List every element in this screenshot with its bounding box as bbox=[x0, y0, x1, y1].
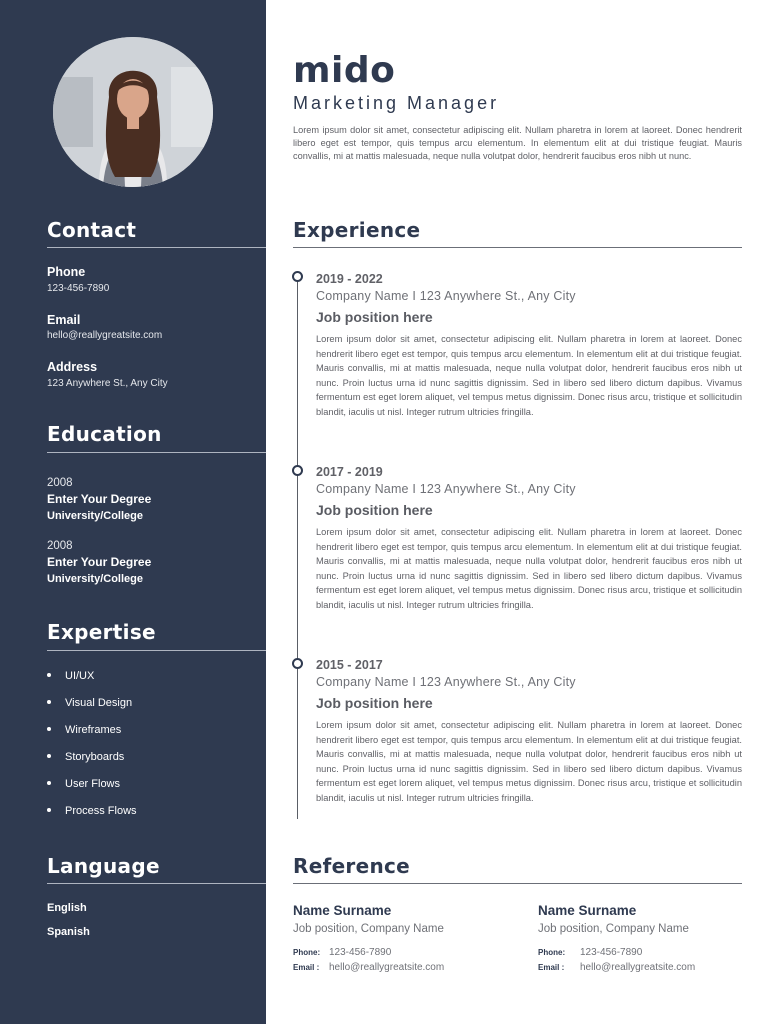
timeline-dot-icon bbox=[292, 465, 303, 476]
experience-heading: Experience bbox=[293, 218, 421, 242]
sidebar bbox=[0, 0, 266, 1024]
reference-divider bbox=[293, 883, 742, 884]
reference-phone-label: Phone: bbox=[293, 948, 321, 957]
language-item: Spanish bbox=[47, 926, 90, 938]
expertise-item bbox=[47, 724, 121, 736]
job-title: Marketing Manager bbox=[293, 93, 500, 113]
experience-company: Company Name I 123 Anywhere St., Any City bbox=[316, 482, 576, 496]
expertise-item bbox=[47, 778, 120, 790]
reference-email-label: Email : bbox=[538, 963, 565, 972]
timeline-dot-icon bbox=[292, 271, 303, 282]
email-label: Email bbox=[47, 313, 81, 327]
language-heading: Language bbox=[47, 854, 160, 878]
bullet-icon bbox=[47, 673, 51, 677]
expertise-item bbox=[47, 670, 94, 682]
expertise-item bbox=[47, 697, 132, 709]
experience-description: Lorem ipsum dolor sit amet, consectetur adipiscing elit. Nullam pharetra in lorem at laoreet. Donec hendrerit libero eget est tempor, quis tempus arcu elementum. In elementum elit at dui tristique feugiat. Mauris convallis, mi at mattis malesuada, neque nulla volutpat dolor, hendrerit faucibus eros nibh ut nunc. Proin luctus urna id nunc sagittis dignissim. Sed in libero sed libero dictum dapibus. Vivamus fermentum est eget lorem aliquet, vel tempus metus dignissim. Donec risus arcu, tristique et sollicitudin blandit, iaculis ut nisl. Integer rutrum ultricies fringilla. bbox=[316, 720, 742, 803]
experience-description: Lorem ipsum dolor sit amet, consectetur adipiscing elit. Nullam pharetra in lorem at laoreet. Donec hendrerit libero eget est tempor, quis tempus arcu elementum. In elementum elit at dui tristique feugiat. Mauris convallis, mi at mattis malesuada, neque nulla volutpat dolor, hendrerit faucibus eros nibh ut nunc. Proin luctus urna id nunc sagittis dignissim. Sed in libero sed libero dictum dapibus. Vivamus fermentum est eget lorem aliquet, vel tempus metus dignissim. Donec risus arcu, tristique et sollicitudin blandit, iaculis ut nisl. Integer rutrum ultricies fringilla. bbox=[316, 527, 742, 610]
bullet-icon bbox=[47, 781, 51, 785]
email-value: hello@reallygreatsite.com bbox=[47, 330, 163, 341]
reference-email: hello@reallygreatsite.com bbox=[329, 962, 445, 973]
timeline-line bbox=[297, 276, 298, 819]
reference-phone-label: Phone: bbox=[538, 948, 566, 957]
expertise-label: Visual Design bbox=[65, 697, 133, 709]
reference-heading: Reference bbox=[293, 854, 411, 878]
bullet-icon bbox=[47, 727, 51, 731]
reference-position: Job position, Company Name bbox=[538, 923, 689, 935]
education-school: University/College bbox=[47, 510, 143, 522]
education-heading: Education bbox=[47, 422, 162, 446]
contact-heading: Contact bbox=[47, 218, 137, 242]
reference-name: Name Surname bbox=[538, 903, 637, 918]
address-label: Address bbox=[47, 360, 98, 374]
experience-position: Job position here bbox=[316, 695, 433, 711]
reference-email-label: Email : bbox=[293, 963, 320, 972]
experience-company: Company Name I 123 Anywhere St., Any City bbox=[316, 675, 576, 689]
language-divider bbox=[47, 883, 266, 884]
reference-name: Name Surname bbox=[293, 903, 392, 918]
bullet-icon bbox=[47, 754, 51, 758]
contact-divider bbox=[47, 247, 266, 248]
experience-position: Job position here bbox=[316, 502, 433, 518]
bullet-icon bbox=[47, 700, 51, 704]
expertise-label: Process Flows bbox=[65, 805, 137, 817]
experience-description: Lorem ipsum dolor sit amet, consectetur adipiscing elit. Nullam pharetra in lorem at laoreet. Donec hendrerit libero eget est tempor, quis tempus arcu elementum. In elementum elit at dui tristique feugiat. Mauris convallis, mi at mattis malesuada, neque nulla volutpat dolor, hendrerit faucibus eros nibh ut nunc. Proin luctus urna id nunc sagittis dignissim. Sed in libero sed libero dictum dapibus. Vivamus fermentum est eget lorem aliquet, vel tempus metus dignissim. Donec risus arcu, tristique et sollicitudin blandit, iaculis ut nisl. Integer rutrum ultricies fringilla. bbox=[316, 334, 742, 417]
expertise-label: UI/UX bbox=[65, 670, 95, 682]
language-item: English bbox=[47, 902, 87, 914]
expertise-label: Wireframes bbox=[65, 724, 122, 736]
education-divider bbox=[47, 452, 266, 453]
experience-divider bbox=[293, 247, 742, 248]
education-year: 2008 bbox=[47, 477, 73, 489]
profile-photo bbox=[53, 37, 213, 187]
expertise-item bbox=[47, 751, 124, 763]
phone-label: Phone bbox=[47, 265, 86, 279]
bullet-icon bbox=[47, 808, 51, 812]
reference-position: Job position, Company Name bbox=[293, 923, 444, 935]
experience-years: 2017 - 2019 bbox=[316, 465, 383, 479]
experience-years: 2019 - 2022 bbox=[316, 272, 383, 286]
profile-photo-illustration bbox=[53, 37, 213, 187]
expertise-divider bbox=[47, 650, 266, 651]
address-value: 123 Anywhere St., Any City bbox=[47, 378, 168, 389]
timeline-dot-icon bbox=[292, 658, 303, 669]
education-degree: Enter Your Degree bbox=[47, 492, 152, 506]
experience-position: Job position here bbox=[316, 309, 433, 325]
education-degree: Enter Your Degree bbox=[47, 555, 152, 569]
reference-phone: 123-456-7890 bbox=[329, 947, 392, 958]
reference-email: hello@reallygreatsite.com bbox=[580, 962, 696, 973]
experience-company: Company Name I 123 Anywhere St., Any City bbox=[316, 289, 576, 303]
education-year: 2008 bbox=[47, 540, 73, 552]
candidate-name: mido bbox=[293, 50, 396, 91]
expertise-heading: Expertise bbox=[47, 620, 156, 644]
phone-value: 123-456-7890 bbox=[47, 283, 110, 294]
expertise-label: Storyboards bbox=[65, 751, 125, 763]
education-school: University/College bbox=[47, 573, 143, 585]
profile-summary: Lorem ipsum dolor sit amet, consectetur adipiscing elit. Nullam pharetra in lorem at laoreet. Donec hendrerit libero eget est tempor, quis tempus arcu elementum. In elementum elit at dui tristique feugiat. Mauris convallis, mi at mattis malesuada, neque nulla volutpat dolor, hendrerit faucibus eros nibh ut nunc. bbox=[293, 125, 742, 162]
reference-phone: 123-456-7890 bbox=[580, 947, 643, 958]
experience-years: 2015 - 2017 bbox=[316, 658, 383, 672]
expertise-item bbox=[47, 805, 137, 817]
expertise-label: User Flows bbox=[65, 778, 121, 790]
